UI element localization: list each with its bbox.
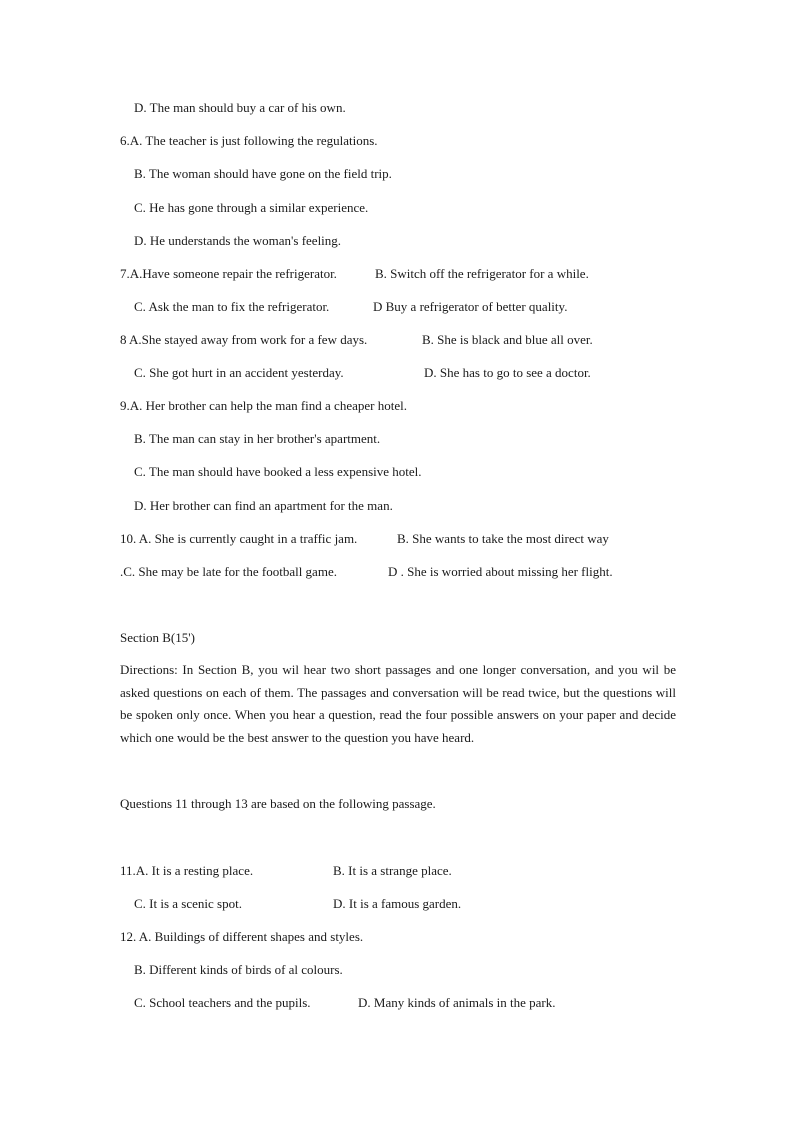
q9-option-a: 9.A. Her brother can help the man find a cheaper hotel.: [120, 398, 407, 413]
q8-option-a: 8 A.She stayed away from work for a few days.: [120, 332, 368, 347]
q6-option-b: B. The woman should have gone on the field trip.: [134, 166, 392, 181]
q9-option-c: C. The man should have booked a less expensive hotel.: [134, 464, 422, 479]
q7-option-a: 7.A.Have someone repair the refrigerator.: [120, 266, 337, 281]
q8-option-d: D. She has to go to see a doctor.: [424, 365, 591, 380]
q7-option-c: C. Ask the man to fix the refrigerator.: [134, 299, 330, 314]
q11-option-c: C. It is a scenic spot.: [134, 896, 242, 911]
q12-option-b: B. Different kinds of birds of al colours.: [134, 962, 343, 977]
q8-option-b: B. She is black and blue all over.: [422, 332, 593, 347]
q11-option-d: D. It is a famous garden.: [333, 896, 462, 911]
q7-option-d: D Buy a refrigerator of better quality.: [373, 299, 568, 314]
q11-option-a: 11.A. It is a resting place.: [120, 863, 254, 878]
q12-option-a: 12. A. Buildings of different shapes and styles.: [120, 929, 364, 944]
q9-option-d: D. Her brother can find an apartment for the man.: [134, 498, 393, 513]
q10-option-c: .C. She may be late for the football game.: [120, 564, 337, 579]
section-b-title: Section B(15'): [120, 630, 195, 645]
q6-option-c: C. He has gone through a similar experience.: [134, 200, 369, 215]
q10-option-d: D . She is worried about missing her flight.: [388, 564, 613, 579]
passage-intro: Questions 11 through 13 are based on the following passage.: [120, 796, 436, 811]
q9-option-b: B. The man can stay in her brother's apartment.: [134, 431, 381, 446]
q10-option-a: 10. A. She is currently caught in a traffic jam.: [120, 531, 358, 546]
q12-option-d: D. Many kinds of animals in the park.: [358, 995, 556, 1010]
q6-option-a: 6.A. The teacher is just following the regulations.: [120, 133, 378, 148]
q5-option-d: D. The man should buy a car of his own.: [134, 100, 346, 115]
q12-option-c: C. School teachers and the pupils.: [134, 995, 311, 1010]
q6-option-d: D. He understands the woman's feeling.: [134, 233, 342, 248]
q8-option-c: C. She got hurt in an accident yesterday.: [134, 365, 344, 380]
q7-option-b: B. Switch off the refrigerator for a while.: [375, 266, 589, 281]
q11-option-b: B. It is a strange place.: [333, 863, 452, 878]
q10-option-b: B. She wants to take the most direct way: [397, 531, 609, 546]
section-b-directions: Directions: In Section B, you wil hear two short passages and one longer conversation, and you wil be asked questions on each of them. The passages and conversation will be read twice, but the questions will be spoken only once. When you hear a question, read the four possible answers on your paper and decide which one would be the best answer to the question you have heard.: [120, 662, 676, 745]
